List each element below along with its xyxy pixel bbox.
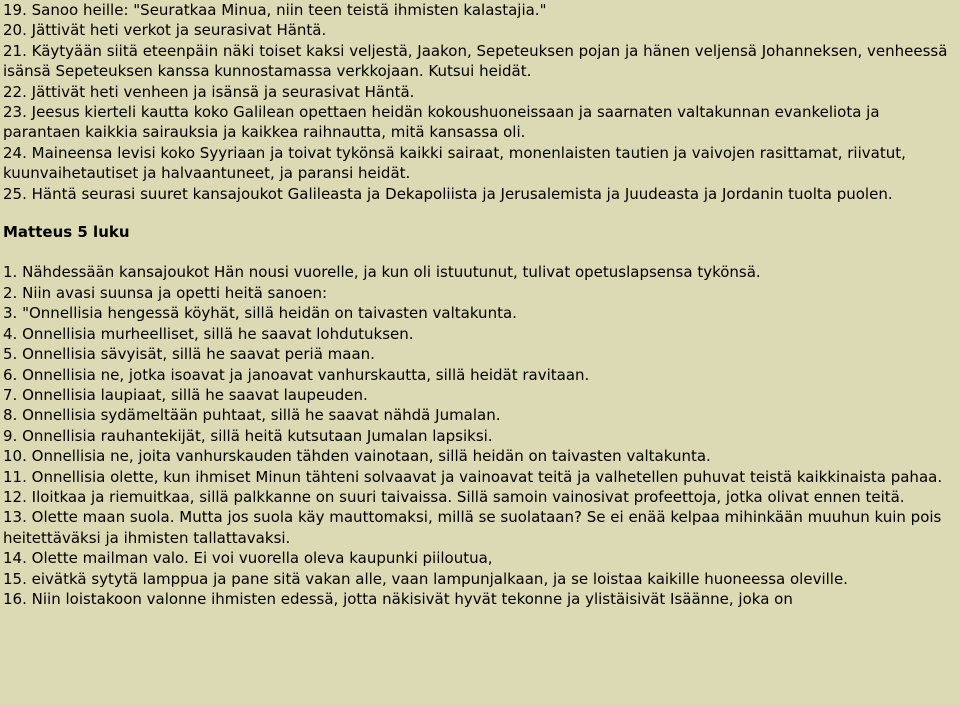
verse-number: 9. xyxy=(3,426,18,445)
verse-number: 2. xyxy=(3,283,18,302)
verse-5-8 xyxy=(3,405,956,425)
verse-number: 21. xyxy=(3,41,27,60)
verse-number: 8. xyxy=(3,406,18,425)
verse-number: 1. xyxy=(3,263,18,282)
verse-number: 24. xyxy=(3,143,27,162)
verse-text: Onnellisia ne, joita vanhurskauden tähden vainotaan, sillä heidän on taivasten valtakunta. xyxy=(31,447,711,466)
verse-text: Niin loistakoon valonne ihmisten edessä, jotta näkisivät hyvät tekonne ja ylistäisivät Isäänne, joka on xyxy=(31,589,793,608)
verse-text: eivätkä sytytä lamppua ja pane sitä vakan alle, vaan lampunjalkaan, ja se loistaa kaikille huoneessa oleville. xyxy=(31,569,848,588)
verse-text: Nähdessään kansajoukot Hän nousi vuorelle, ja kun oli istuutunut, tulivat opetuslapsensa tykönsä. xyxy=(22,263,761,282)
verse-5-16 xyxy=(3,589,956,609)
verse-5-2 xyxy=(3,283,956,303)
verse-5-1 xyxy=(3,262,956,282)
verse-number: 5. xyxy=(3,345,18,364)
verse-4-23 xyxy=(3,102,956,143)
verse-text: Jeesus kierteli kautta koko Galilean opettaen heidän kokoushuoneissaan ja saarnaten valtakunnan evankeliota ja parantaen kaikkia sairauksia ja kaikkea raihnautta, mitä kansassa oli. xyxy=(3,103,880,142)
verse-text: Jättivät heti verkot ja seurasivat Häntä. xyxy=(31,21,327,40)
verse-number: 10. xyxy=(3,447,27,466)
verse-4-24 xyxy=(3,143,956,184)
verse-text: Sanoo heille: "Seuratkaa Minua, niin teen teistä ihmisten kalastajia." xyxy=(31,1,547,19)
verse-text: Häntä seurasi suuret kansajoukot Galileasta ja Dekapoliista ja Jerusalemista ja Juudeasta ja Jordanin tuolta puolen. xyxy=(31,184,893,203)
verse-5-6 xyxy=(3,365,956,385)
verse-4-19 xyxy=(3,0,956,20)
verse-number: 4. xyxy=(3,324,18,343)
verse-5-11 xyxy=(3,467,956,487)
verse-text: Olette mailman valo. Ei voi vuorella oleva kaupunki piiloutua, xyxy=(31,549,493,568)
verse-5-14 xyxy=(3,548,956,568)
verse-text: Käytyään siitä eteenpäin näki toiset kaksi veljestä, Jaakon, Sepeteuksen pojan ja hänen veljensä Johanneksen, venheessä isänsä Sepeteuksen kanssa kunnostamassa verkkojaan. Kutsui heidät. xyxy=(3,41,948,81)
verse-text: Onnellisia sävyisät, sillä he saavat periä maan. xyxy=(22,345,375,364)
verse-5-3 xyxy=(3,303,956,323)
verse-5-12 xyxy=(3,487,956,507)
verse-number: 19. xyxy=(3,1,27,19)
verse-text: Onnellisia olette, kun ihmiset Minun tähteni solvaavat ja vainoavat teitä ja valhetellen puhuvat teistä kaikkinaista pahaa. xyxy=(31,467,943,486)
verse-number: 13. xyxy=(3,508,27,527)
verse-number: 15. xyxy=(3,569,27,588)
verse-text: Onnellisia murheelliset, sillä he saavat lohdutuksen. xyxy=(22,324,414,343)
verse-number: 11. xyxy=(3,467,27,486)
verse-4-25 xyxy=(3,184,956,204)
verse-5-9 xyxy=(3,426,956,446)
verse-4-22 xyxy=(3,82,956,102)
verse-text: Niin avasi suunsa ja opetti heitä sanoen: xyxy=(22,283,328,302)
verse-number: 7. xyxy=(3,385,18,404)
verse-text: Onnellisia sydämeltään puhtaat, sillä he saavat nähdä Jumalan. xyxy=(22,406,501,425)
verse-number: 16. xyxy=(3,589,27,608)
verse-number: 3. xyxy=(3,304,18,323)
verse-text: "Onnellisia hengessä köyhät, sillä heidän on taivasten valtakunta. xyxy=(22,304,517,323)
verse-text: Iloitkaa ja riemuitkaa, sillä palkkanne on suuri taivaissa. Sillä samoin vainosivat profeettoja, jotka olivat ennen teitä. xyxy=(31,487,905,506)
verse-5-15 xyxy=(3,569,956,589)
verse-number: 12. xyxy=(3,487,27,506)
verse-text: Onnellisia ne, jotka isoavat ja janoavat vanhurskautta, sillä heidät ravitaan. xyxy=(22,365,590,384)
verse-number: 6. xyxy=(3,365,18,384)
verse-text: Maineensa levisi koko Syyriaan ja toivat tykönsä kaikki sairaat, monenlaisten tautien ja vaivojen rasittamat, riivatut, kuunvaihetautiset ja halvaantuneet, ja paransi heidät. xyxy=(3,143,906,183)
verse-text: Jättivät heti venheen ja isänsä ja seurasivat Häntä. xyxy=(31,82,415,101)
verse-number: 20. xyxy=(3,21,27,40)
verse-4-20 xyxy=(3,20,956,40)
verse-number: 25. xyxy=(3,184,27,203)
verse-5-13 xyxy=(3,507,956,548)
verse-number: 14. xyxy=(3,549,27,568)
verse-5-10 xyxy=(3,446,956,466)
verse-5-5 xyxy=(3,344,956,364)
verse-text: Olette maan suola. Mutta jos suola käy mauttomaksi, millä se suolataan? Se ei enää kelpaa mihinkään muuhun kuin pois heitettäväksi ja ihmisten tallattavaksi. xyxy=(3,508,942,547)
verse-5-4 xyxy=(3,324,956,344)
verse-number: 23. xyxy=(3,103,27,122)
verse-number: 22. xyxy=(3,82,27,101)
verse-4-21 xyxy=(3,41,956,82)
chapter-heading: Matteus 5 luku xyxy=(3,223,130,242)
verse-text: Onnellisia rauhantekijät, sillä heitä kutsutaan Jumalan lapsiksi. xyxy=(22,426,493,445)
verse-text: Onnellisia laupiaat, sillä he saavat laupeuden. xyxy=(22,385,368,404)
verse-5-7 xyxy=(3,385,956,405)
